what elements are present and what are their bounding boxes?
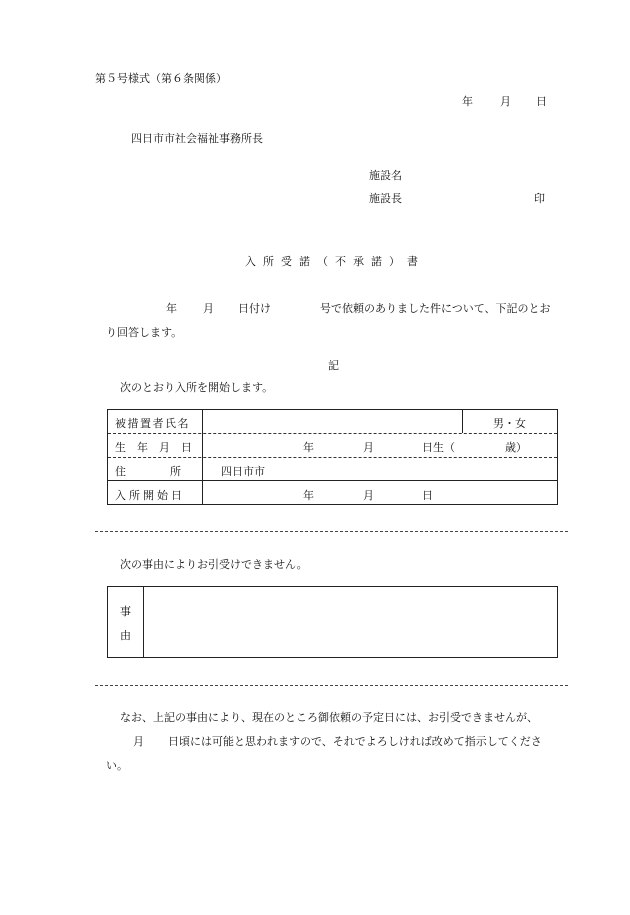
dob-day: 日生（ — [422, 441, 455, 454]
note-line-2: 日頃には可能と思われますので、それでよろしければ改めて指示してくださ — [168, 735, 542, 748]
column-divider — [462, 410, 463, 433]
intro-text-cont: り回答します。 — [106, 326, 183, 339]
document-title: 入所受諾（不承諾）書 — [245, 255, 425, 268]
start-month: 月 — [363, 489, 374, 502]
date-month-label: 月 — [500, 95, 511, 108]
cut-line — [95, 685, 568, 686]
acceptance-table — [107, 409, 558, 505]
facility-head-label: 施設長 — [369, 192, 402, 205]
reason-box — [107, 586, 558, 658]
start-day: 日 — [422, 489, 433, 502]
dob-year: 年 — [303, 441, 314, 454]
form-number: 第５号様式（第６条関係） — [95, 72, 227, 85]
note-month: 月 — [133, 735, 144, 748]
cut-line — [95, 531, 568, 532]
reject-text: 次の事由によりお引受けできません。 — [120, 558, 308, 571]
column-divider — [143, 587, 144, 657]
facility-name-label: 施設名 — [369, 169, 402, 182]
intro-dated: 日付け — [238, 302, 271, 315]
dob-month: 月 — [363, 441, 374, 454]
addressee: 四日市市社会福祉事務所長 — [131, 132, 263, 145]
name-label: 被措置者氏名 — [115, 417, 190, 430]
row-divider — [108, 433, 557, 434]
intro-year: 年 — [166, 302, 177, 315]
start-label: 入所開始日 — [115, 489, 185, 502]
dob-age: 歳） — [505, 441, 527, 454]
address-value: 四日市市 — [221, 465, 265, 478]
intro-month: 月 — [203, 302, 214, 315]
row-divider — [108, 457, 557, 458]
gender-option: 男・女 — [493, 417, 526, 430]
intro-text: 号で依頼のありました件について、下記のとお — [320, 302, 551, 315]
date-day-label: 日 — [536, 95, 547, 108]
date-year-label: 年 — [462, 95, 473, 108]
note-line-1: なお、上記の事由により、現在のところ御依頼の予定日には、お引受できませんが、 — [120, 711, 538, 724]
column-divider — [202, 410, 203, 504]
reason-label-2: 由 — [120, 629, 131, 642]
seal-mark: 印 — [534, 192, 545, 205]
address-label: 住 所 — [115, 465, 181, 478]
reason-label-1: 事 — [120, 605, 131, 618]
row-divider — [108, 480, 557, 481]
start-year: 年 — [303, 489, 314, 502]
accept-text: 次のとおり入所を開始します。 — [120, 381, 274, 394]
note-line-3: い。 — [106, 759, 128, 772]
dob-label: 生 年 月 日 — [115, 441, 192, 454]
ki-heading: 記 — [328, 359, 339, 372]
